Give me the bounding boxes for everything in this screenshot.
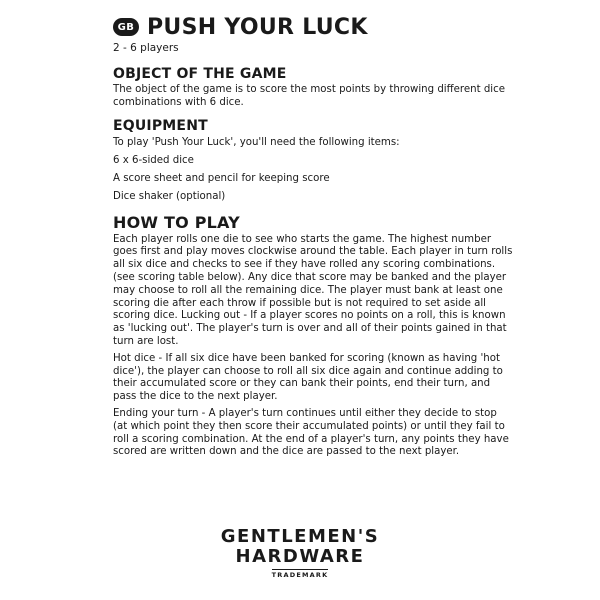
rules-sheet [113,14,513,463]
page-title: PUSH YOUR LUCK [147,14,368,40]
equipment-intro: To play 'Push Your Luck', you'll need the following items: [113,136,400,148]
equipment-heading: EQUIPMENT [113,117,208,134]
how-to-play-paragraph: Each player rolls one die to see who starts the game. The highest number goes first and play moves clockwise around the table. Each player in turn rolls all six dice and checks to see if they have rolled any scoring combinations. (see scoring table below). Any dice that score may be banked and the player may choose to roll all the remaining dice. The player must bank at least one scoring die after each throw if possible but is not required to set aside all scoring dice. Lucking out - If a player scores no points on a roll, this is known as 'lucking out'. The player's turn is over and all of their points gained in that turn are lost. [113,233,513,347]
how-to-play-heading: HOW TO PLAY [113,212,240,232]
how-to-play-paragraph: Hot dice - If all six dice have been banked for scoring (known as having 'hot dice'), the player can choose to roll all six dice again and continue adding to their accumulated score or they can bank their points, end their turn, and pass the dice to the next player. [113,352,503,403]
equipment-item: Dice shaker (optional) [113,190,226,202]
gb-badge: GB [113,18,139,36]
equipment-item: A score sheet and pencil for keeping score [113,172,330,184]
object-text: The object of the game is to score the most points by throwing different dice combinations with 6 dice. [113,84,505,108]
object-heading: OBJECT OF THE GAME [113,66,287,82]
brand-name-line2: HARDWARE [235,546,365,567]
brand-trademark: TRADEMARK [271,571,329,579]
brand-logo [0,527,600,579]
player-count: 2 - 6 players [113,42,179,54]
title-row [113,14,513,40]
brand-name-line1: GENTLEMEN'S [220,526,380,547]
equipment-item: 6 x 6-sided dice [113,154,194,166]
how-to-play-paragraph: Ending your turn - A player's turn continues until either they decide to stop (at which point they then score their accumulated points) or until they fail to roll a scoring combination. At the end of a player's turn, any points they have scored are written down and the dice are passed to the next player. [113,407,509,458]
